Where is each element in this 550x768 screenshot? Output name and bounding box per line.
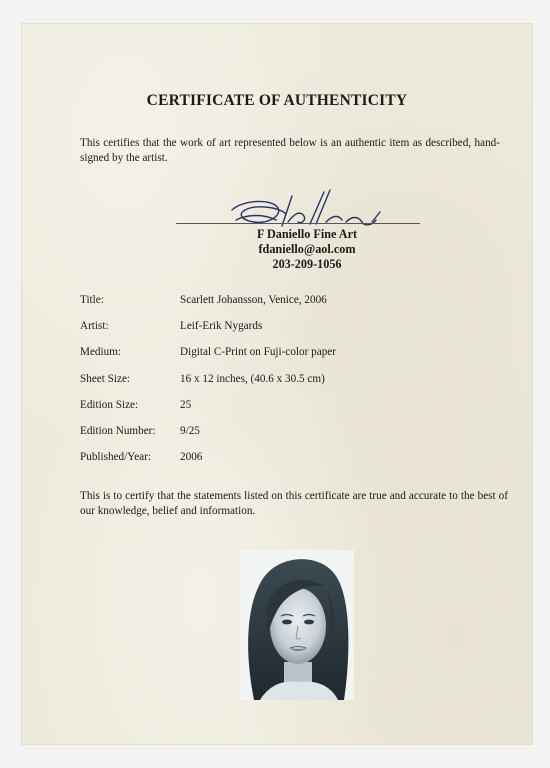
detail-value: 2006 xyxy=(180,451,203,464)
detail-row-edition-number xyxy=(80,425,500,451)
signature-block xyxy=(192,227,422,272)
detail-value: Scarlett Johansson, Venice, 2006 xyxy=(180,294,327,306)
detail-row-title xyxy=(80,294,500,320)
intro-paragraph: This certifies that the work of art represented below is an authentic item as described, hand-signed by the artist. xyxy=(80,137,500,164)
detail-label: Title: xyxy=(80,294,104,306)
detail-value: 9/25 xyxy=(180,424,200,437)
signer-email: fdaniello@aol.com xyxy=(258,242,356,256)
detail-row-sheet-size xyxy=(80,373,500,399)
detail-label: Sheet Size: xyxy=(80,372,131,385)
detail-label: Artist: xyxy=(80,320,109,333)
detail-label: Medium: xyxy=(80,346,122,359)
closing-paragraph: This is to certify that the statements listed on this certificate are true and accurate to the best of our knowledge, belief and information. xyxy=(80,490,508,517)
detail-row-published-year xyxy=(80,451,500,477)
signer-phone: 203-209-1056 xyxy=(272,257,342,271)
detail-value: Digital C-Print on Fuji-color paper xyxy=(180,346,336,359)
detail-row-medium xyxy=(80,346,500,372)
detail-row-edition-size xyxy=(80,399,500,425)
detail-label: Published/Year: xyxy=(80,451,151,464)
detail-label: Edition Number: xyxy=(80,424,156,437)
certificate-title: CERTIFICATE OF AUTHENTICITY xyxy=(146,92,408,109)
detail-value: 16 x 12 inches, (40.6 x 30.5 cm) xyxy=(180,372,325,385)
detail-label: Edition Size: xyxy=(80,398,139,411)
artwork-details xyxy=(80,294,500,477)
certificate-paper xyxy=(22,24,532,744)
detail-value: 25 xyxy=(180,398,192,411)
detail-value: Leif-Erik Nygards xyxy=(180,320,263,333)
artwork-thumbnail xyxy=(240,550,354,700)
detail-row-artist xyxy=(80,320,500,346)
signer-name: F Daniello Fine Art xyxy=(256,227,358,241)
signature-line xyxy=(176,223,420,224)
